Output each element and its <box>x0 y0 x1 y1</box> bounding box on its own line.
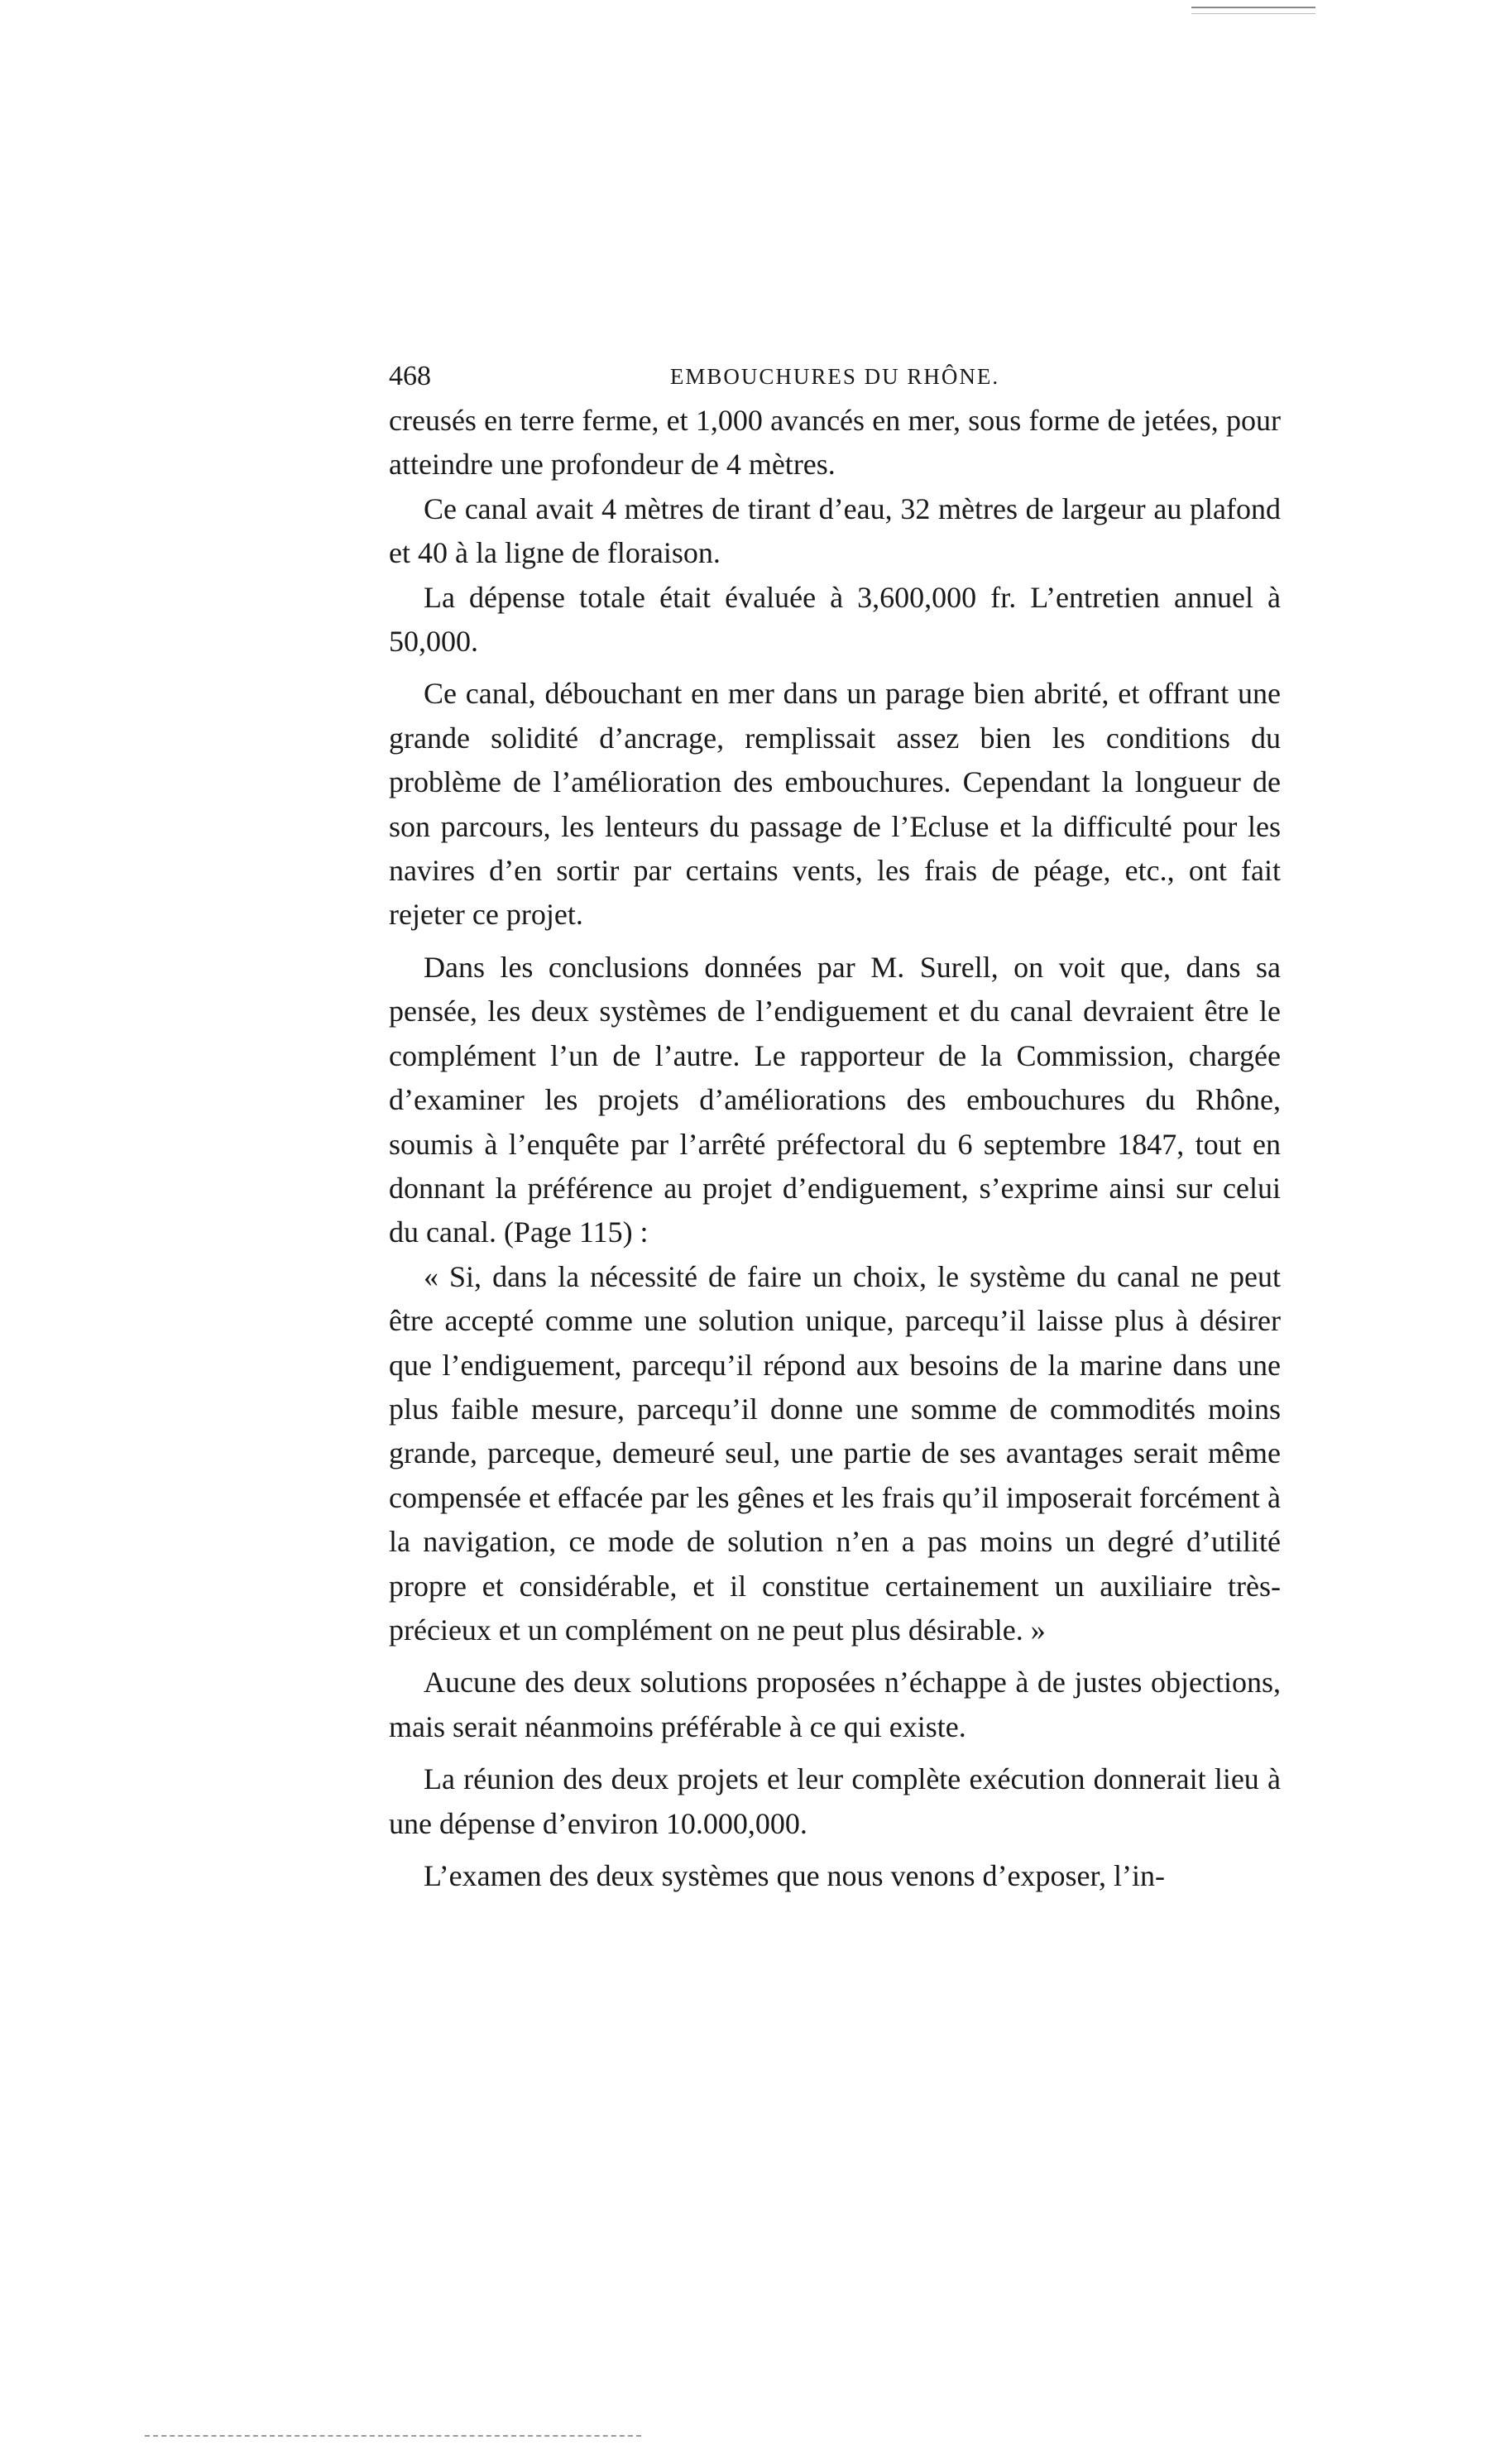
page-number: 468 <box>389 361 431 391</box>
paragraph-conclusions: Dans les conclusions données par M. Surell, on voit que, dans sa pensée, les deux systèmes de l’endiguement et du canal devraient être le complément l’un de l’autre. Le rapporteur de la Commission, chargée d’examiner les projets d’améliorations des embouchures du Rhône, soumis à l’enquête par l’arrêté préfectoral du 6 septembre 1847, tout en donnant la préférence au projet d’endiguement, s’exprime ainsi sur celui du canal. (Page 115) : <box>389 950 1281 1249</box>
paragraph-canal-dimensions: Ce canal avait 4 mètres de tirant d’eau, 32 mètres de largeur au plafond et 40 à la ligne de floraison. <box>389 491 1281 570</box>
paragraph-objections: Aucune des deux solutions proposées n’échappe à de justes objections, mais serait néanmoins préférable à ce qui existe. <box>389 1666 1281 1743</box>
paragraph-quotation: « Si, dans la nécessité de faire un choix, le système du canal ne peut être accepté comme une solution unique, parcequ’il laisse plus à désirer que l’endiguement, parcequ’il répond aux besoins de la marine dans une plus faible mesure, parcequ’il donne une somme de commodités moins grande, parceque, demeuré seul, une partie de ses avantages serait même compensée et effacée par les gênes et les frais qu’il imposerait forcément à la navigation, ce mode de solution n’en a pas moins un degré d’utilité propre et considérable, et il constitue certainement un auxiliaire très-précieux et un complément on ne peut plus désirable. » <box>389 1259 1281 1647</box>
body-text <box>389 399 1281 1898</box>
running-title: EMBOUCHURES DU RHÔNE. <box>669 364 1000 389</box>
paragraph-examination: L’examen des deux systèmes que nous venons d’exposer, l’in- <box>424 1859 1166 1892</box>
bottom-edge-rule <box>145 2435 641 2437</box>
paragraph-canal-assessment: Ce canal, débouchant en mer dans un parage bien abrité, et offrant une grande solidité d’ancrage, remplissait assez bien les conditions du problème de l’amélioration des embouchures. Cependant la longueur de son parcours, les lenteurs du passage de l’Ecluse et la difficulté pour les navires d’en sortir par certains vents, les frais de péage, etc., ont fait rejeter ce projet. <box>389 677 1281 932</box>
paragraph-continuation: creusés en terre ferme, et 1,000 avancés en mer, sous forme de jetées, pour atteindre une profondeur de 4 mètres. <box>389 404 1281 482</box>
page-header <box>389 357 1281 395</box>
paragraph-combined-cost: La réunion des deux projets et leur complète exécution donnerait lieu à une dépense d’environ 10.000,000. <box>389 1762 1281 1840</box>
top-edge-rule-thin <box>1191 13 1315 15</box>
top-edge-rule <box>1191 7 1315 10</box>
paragraph-expense: La dépense totale était évaluée à 3,600,000 fr. L’entretien annuel à 50,000. <box>389 580 1281 659</box>
